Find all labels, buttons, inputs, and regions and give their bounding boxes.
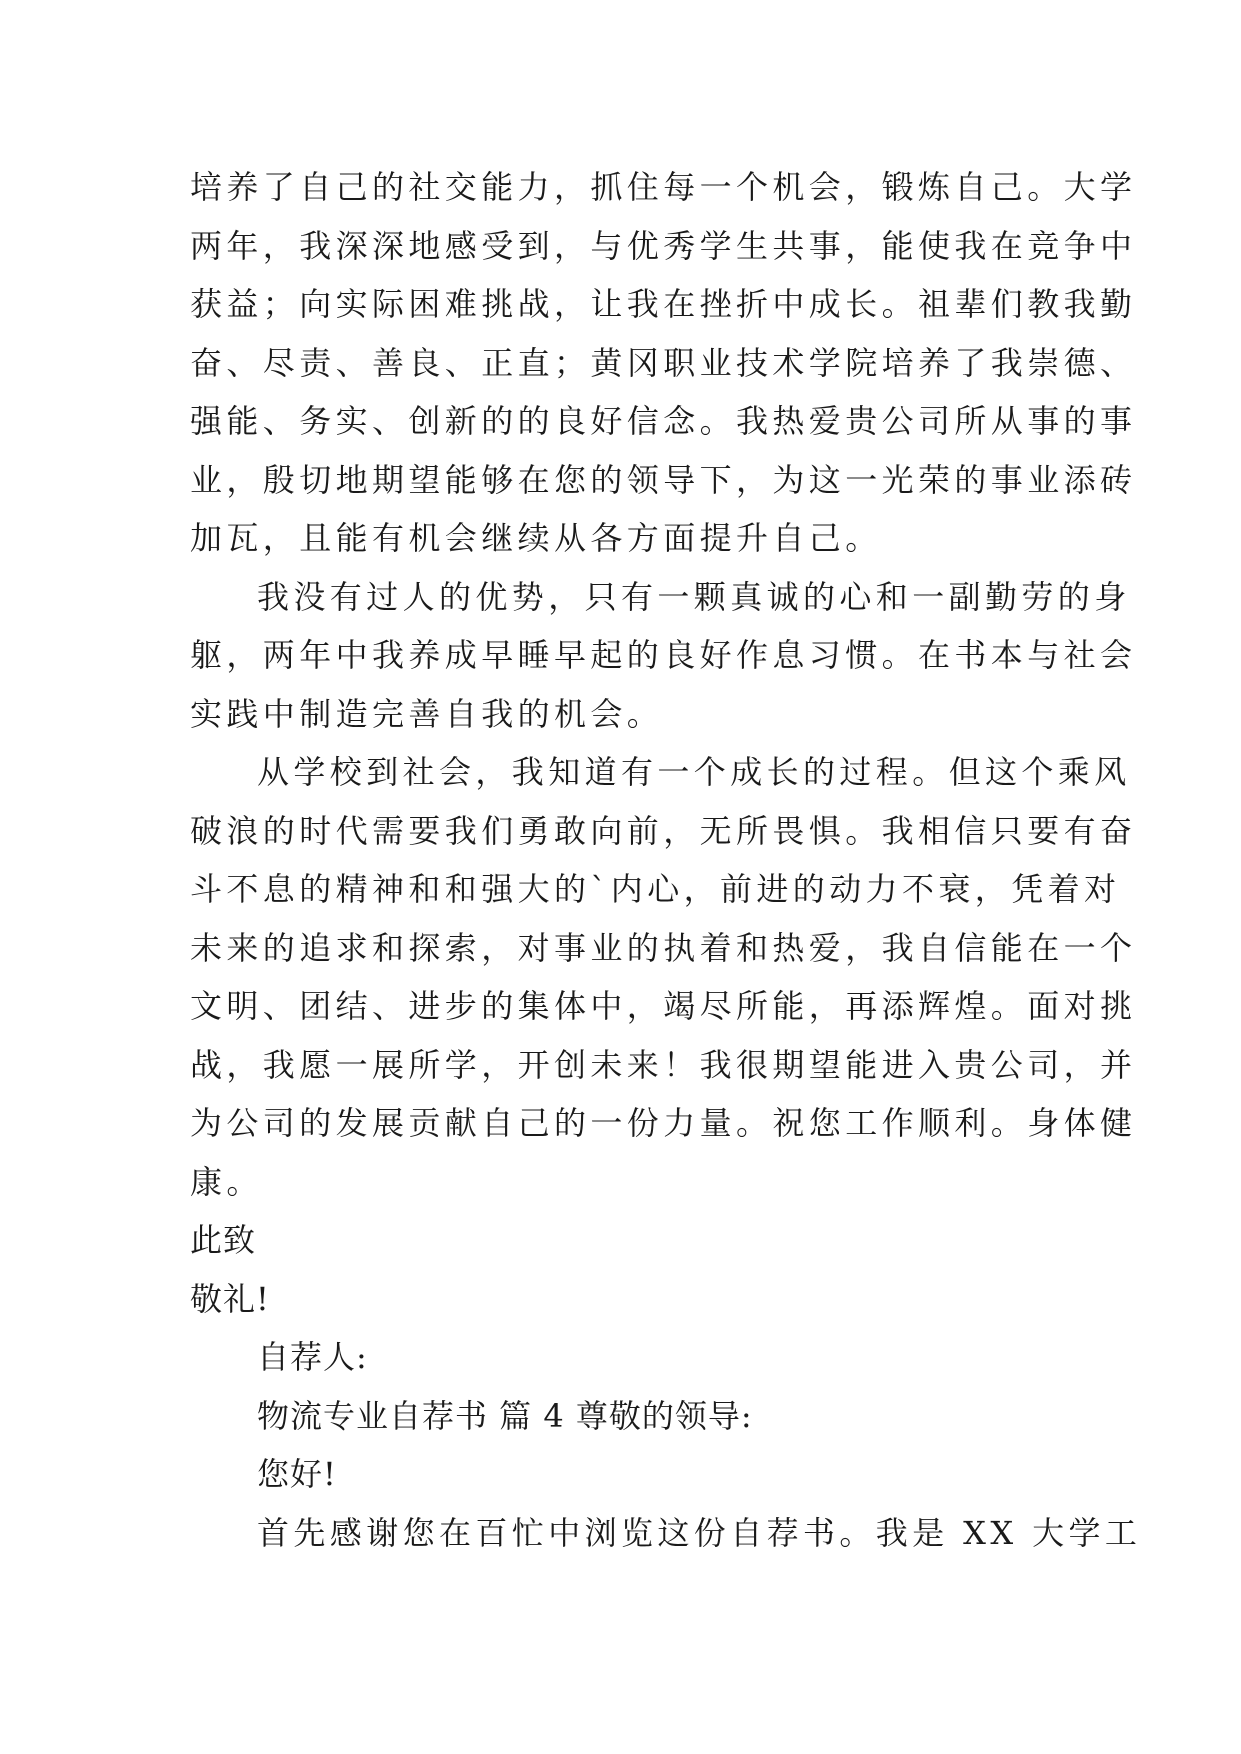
closing-salutation: 此致 xyxy=(190,1221,257,1259)
text-line: 斗不息的精神和和强大的`内心，前进的动力不衰，凭着对 xyxy=(190,870,1121,908)
text-line: 加瓦，且能有机会继续从各方面提升自己。 xyxy=(190,519,882,557)
signature-label: 自荐人: xyxy=(257,1338,368,1376)
text-line: 奋、尽责、善良、正直；黄冈职业技术学院培养了我崇德、 xyxy=(190,343,1137,382)
letter-body xyxy=(190,158,1142,1562)
section-heading: 物流专业自荐书 篇 4 尊敬的领导: xyxy=(257,1396,753,1435)
text-line: 两年，我深深地感受到，与优秀学生共事，能使我在竞争中 xyxy=(190,226,1137,265)
text-line: 强能、务实、创新的的良好信念。我热爱贵公司所从事的事 xyxy=(190,402,1137,440)
text-line: 破浪的时代需要我们勇敢向前，无所畏惧。我相信只要有奋 xyxy=(190,811,1137,850)
text-line: 培养了自己的社交能力，抓住每一个机会，锻炼自己。大学 xyxy=(190,168,1137,206)
paragraph-start-line: 我没有过人的优势，只有一颗真诚的心和一副勤劳的身 xyxy=(257,577,1131,616)
text-line: 躯，两年中我养成早睡早起的良好作息习惯。在书本与社会 xyxy=(190,636,1137,674)
closing-regards: 敬礼! xyxy=(190,1279,270,1318)
text-line: 康。 xyxy=(190,1162,263,1201)
text-line: 文明、团结、进步的集体中，竭尽所能，再添辉煌。面对挑 xyxy=(190,987,1137,1025)
paragraph-start-line: 首先感谢您在百忙中浏览这份自荐书。我是 XX 大学工 xyxy=(257,1513,1142,1552)
text-line: 未来的追求和探索，对事业的执着和热爱，我自信能在一个 xyxy=(190,928,1137,967)
text-line: 为公司的发展贡献自己的一份力量。祝您工作顺利。身体健 xyxy=(190,1104,1137,1142)
paragraph-start-line: 从学校到社会，我知道有一个成长的过程。但这个乘风 xyxy=(257,753,1131,791)
text-line: 获益；向实际困难挑战，让我在挫折中成长。祖辈们教我勤 xyxy=(190,285,1137,323)
greeting: 您好! xyxy=(257,1455,337,1493)
text-line: 业，殷切地期望能够在您的领导下，为这一光荣的事业添砖 xyxy=(190,460,1137,499)
text-line: 实践中制造完善自我的机会。 xyxy=(190,694,664,733)
text-line: 战，我愿一展所学，开创未来！我很期望能进入贵公司，并 xyxy=(190,1045,1137,1084)
